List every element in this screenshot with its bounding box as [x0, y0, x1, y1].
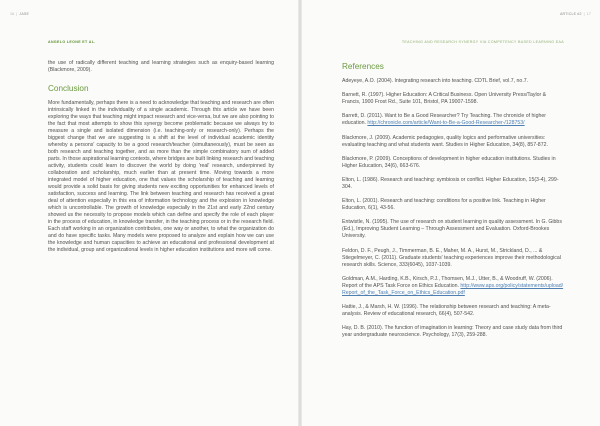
reference-entry [342, 219, 564, 240]
right-running-title: ARTICLE #2 [559, 12, 582, 16]
reference-link[interactable]: http://www.aps.org/policy/statements/upload/Report_of_the_Task_Force_on_Ethics_Education.pdf [342, 282, 564, 296]
reference-list [342, 78, 564, 339]
reference-text: Entwistle, N. (1995). The use of research on student learning in quality assessment. In G. Gibbs (Ed.), Improving Student Learning – Through Assessment and Evaluation. Oxford-Brookes University. [342, 219, 562, 240]
reference-text: Blackmore, J. (2009). Academic pedagogies, quality logics and performative universities: evaluating teaching and what students want. Studies in Higher Education, 34(8), 857-872. [342, 134, 548, 148]
reference-text: Elton, L. (2001). Research and teaching: conditions for a positive link. Teaching in Higher Education, 6(1), 43-56. [342, 198, 546, 212]
left-column [48, 60, 274, 254]
reference-entry [342, 156, 564, 170]
reference-entry [342, 135, 564, 149]
reference-entry [342, 177, 564, 191]
reference-text: Barrett, D. (2011). Want to Be a Good Researcher? Try Teaching. The chronicle of higher education. [342, 113, 546, 127]
right-running-header: ARTICLE #2 | 17 [559, 12, 591, 16]
topic-byline: TEACHING AND RESEARCH SYNERGY VIA COMPETENCY BASED LEARNING EAA [401, 40, 564, 44]
intro-paragraph: the use of radically different teaching and learning strategies such as enquiry-based learning (Blackmore, 2009). [48, 60, 274, 73]
conclusion-heading: Conclusion [48, 84, 89, 93]
references-column [342, 60, 564, 346]
reference-entry [342, 198, 564, 212]
reference-link[interactable]: http://chronicle.com/article/Want-to-Be-a-Good-Researcher-/128753/ [367, 120, 525, 127]
right-page-number: 17 [586, 12, 591, 16]
reference-entry [342, 325, 564, 339]
reference-text: Barnett, R. (1997). Higher Education: A Critical Business. Open University Press/Taylor & Francis, 1900 Frost Rd., Suite 101, Bristol, PA 19007-1598. [342, 92, 547, 106]
reference-text: Elton, L. (1986). Research and teaching: symbiosis or conflict. Higher Education, 15(3-4), 299-304. [342, 176, 559, 190]
page-gutter [298, 0, 302, 426]
reference-entry [342, 92, 564, 106]
reference-entry [342, 113, 564, 127]
author-byline: ANGELO LEONE ET AL. [48, 40, 96, 44]
reference-entry [342, 276, 564, 297]
reference-text: Adeyeye, A.O. (2004). Integrating research into teaching. CDTL Brief, vol.7, no.7. [342, 78, 529, 84]
left-running-header: 16 | JASE [10, 12, 29, 16]
conclusion-paragraph: More fundamentally, perhaps there is a need to acknowledge that teaching and research are often intrinsically linked in the individuality of a single academic. Through this article we have been exploring the ways that teaching might impact research and vice-versa, but we are also pointing to the fact that most attempts to show this synergy become problematic because we always try to measure a single and isolated dimension (i.e. teaching-only or research-only). Perhaps the biggest change that we are suggesting is a shift at the level of individual academic identity whereby a persons' capacity to be a good research/teacher (simultaneously), must be seen as both research and teaching together, and as more than the simple combinatory sum of added parts. In those aspirational learning contexts, where bridges are built linking research and teaching activity, students could learn to discover the world by doing 'real' research, underpinned by collaboration and scholarship, much earlier than at present time. Moving towards a more integrated model of higher education, one that values the scholarship of teaching and learning would provide a solid basis for giving students new exciting opportunities for enhanced levels of satisfaction, success and learning. The link between teaching and research has received a great deal of attention especially in this era of information technology and the explosion in knowledge which is uncontrollable. The growth of knowledge especially in the 21st and early 22nd century showed us the necessity to propose models which can define and specify the role of each player in the process of education, in knowledge transfer, in the teaching process or in the research field. Each staff working in an organization contributes, one way or another, to what the organization do and do have specific tasks. Many models were proposed to analyze and explain how we can use the knowledge and human capacities to achieve an educational and professional development at the individual, group and organizational levels in higher education institutions and more will come. [48, 100, 274, 253]
left-running-title: JASE [19, 12, 29, 16]
reference-text: Hay, D. B. (2010). The function of imagination in learning: Theory and case study data from third year undergraduate neuroscience. Psychology, 17(3), 259-288. [342, 325, 563, 339]
left-page-number: 16 [10, 12, 15, 16]
reference-text: Feldon, D. F., Peugh, J., Timmerman, B. E., Maher, M. A., Hurst, M., Strickland, D., ... & Stiegelmeyer, C. (2011). Graduate students' teaching experiences improve their methodological research skills. Science, 333(6045), 1037-1039. [342, 247, 561, 268]
reference-text: Blackmore, P. (2009). Conceptions of development in higher education institutions. Studies in Higher Education, 34(6), 663-676. [342, 155, 556, 169]
reference-entry [342, 248, 564, 269]
references-heading: References [342, 62, 384, 71]
reference-entry [342, 304, 564, 318]
reference-text: Goldman, A.M., Harding, K.B., Kirsch, P.J., Thomsen, M.J., Utter, B., & Woodruff, W. (2006). Report of the APS Task Force on Ethics Education. [342, 275, 553, 289]
reference-text: Hattie, J., & Marsh, H. W. (1996). The relationship between research and teaching: A meta-analysis. Review of educational research, 66(4), 507-542. [342, 303, 551, 317]
reference-entry [342, 78, 564, 85]
